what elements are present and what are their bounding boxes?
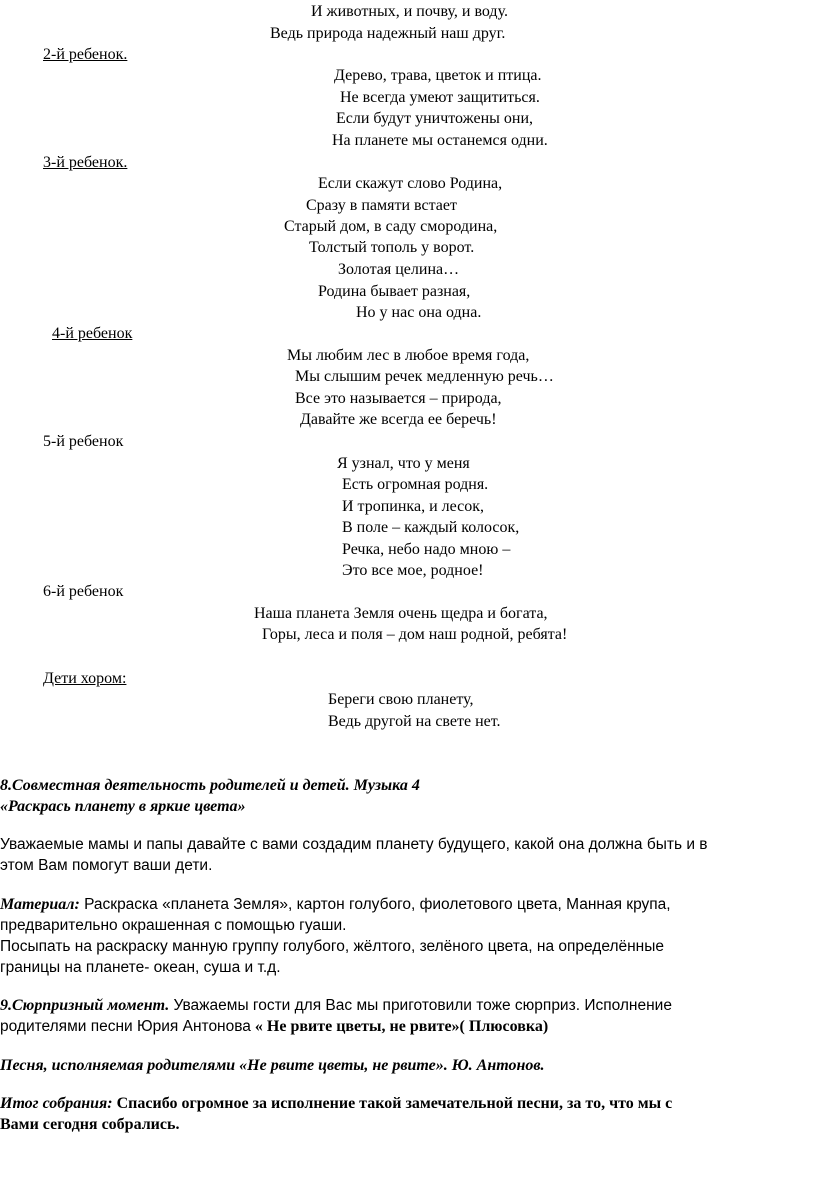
material-label: Материал:	[0, 896, 80, 913]
poem-line: Толстый тополь у ворот.	[309, 239, 475, 256]
poem-line: Горы, леса и поля – дом наш родной, ребята!	[262, 626, 568, 643]
poem-line: Если скажут слово Родина,	[318, 175, 503, 192]
poem-line: Ведь природа надежный наш друг.	[270, 25, 506, 42]
speaker-label-child-6: 6-й ребенок	[43, 583, 124, 600]
poem-line: Мы любим лес в любое время года,	[287, 347, 530, 364]
poem-line: Я узнал, что у меня	[337, 455, 470, 472]
section-9-text: родителями песни Юрия Антонова	[0, 1018, 251, 1035]
poem-line: Золотая целина…	[338, 261, 460, 278]
song-title: « Не рвите цветы, не рвите»( Плюсовка)	[250, 1018, 549, 1035]
poem-line: Береги свою планету,	[328, 691, 474, 708]
speaker-label-child-2: 2-й ребенок.	[43, 46, 128, 63]
section-9-text: Уважаемы гости для Вас мы приготовили тоже сюрприз. Исполнение	[169, 997, 672, 1014]
poem-line: В поле – каждый колосок,	[342, 519, 520, 536]
poem-line: Если будут уничтожены они,	[336, 110, 534, 127]
section-9-label: 9.Сюрпризный момент.	[0, 997, 170, 1014]
material-line	[0, 897, 671, 913]
poem-line: Наша планета Земля очень щедра и богата,	[254, 605, 548, 622]
material-line: предварительно окрашенная с помощью гуаши.	[0, 917, 347, 934]
poem-line: Мы слышим речек медленную речь…	[295, 368, 554, 385]
poem-line: Давайте же всегда ее беречь!	[300, 411, 497, 428]
poem-line: Дерево, трава, цветок и птица.	[334, 67, 542, 84]
summary-line	[0, 1096, 672, 1112]
speaker-label-child-4: 4-й ребенок	[52, 325, 133, 342]
material-text: Раскраска «планета Земля», картон голубого, фиолетового цвета, Манная крупа,	[79, 896, 671, 913]
poem-line: Но у нас она одна.	[356, 304, 482, 321]
poem-line: Не всегда умеют защититься.	[340, 89, 540, 106]
poem-line: И животных, и почву, и воду.	[311, 3, 508, 20]
section-8-subheading: «Раскрась планету в яркие цвета»	[0, 798, 246, 815]
summary-label: Итог собрания:	[0, 1095, 113, 1112]
poem-line: Старый дом, в саду смородина,	[284, 218, 498, 235]
summary-line: Вами сегодня собрались.	[0, 1116, 180, 1133]
poem-line: Речка, небо надо мною –	[342, 541, 511, 558]
section-9-line	[0, 1019, 548, 1035]
section-8-paragraph: Уважаемые мамы и папы давайте с вами создадим планету будущего, какой она должна быть и в	[0, 836, 708, 853]
poem-line: Родина бывает разная,	[318, 283, 471, 300]
section-8-heading: 8.Совместная деятельность родителей и детей. Музыка 4	[0, 777, 420, 794]
section-9-line	[0, 998, 672, 1014]
speaker-label-child-5: 5-й ребенок	[43, 433, 124, 450]
poem-line: Все это называется – природа,	[295, 390, 502, 407]
poem-line: Ведь другой на свете нет.	[328, 713, 501, 730]
song-line: Песня, исполняемая родителями «Не рвите цветы, не рвите». Ю. Антонов.	[0, 1057, 545, 1074]
summary-text: Спасибо огромное за исполнение такой замечательной песни, за то, что мы с	[112, 1095, 673, 1112]
speaker-label-child-3: 3-й ребенок.	[43, 154, 128, 171]
speaker-label-chorus: Дети хором:	[43, 670, 127, 687]
section-8-paragraph: этом Вам помогут ваши дети.	[0, 857, 213, 874]
poem-line: Сразу в памяти встает	[306, 197, 457, 214]
material-line: границы на планете- океан, суша и т.д.	[0, 959, 281, 976]
poem-line: Это все мое, родное!	[342, 562, 484, 579]
poem-line: Есть огромная родня.	[342, 476, 489, 493]
poem-line: На планете мы останемся одни.	[332, 132, 548, 149]
poem-line: И тропинка, и лесок,	[342, 498, 484, 515]
material-line: Посыпать на раскраску манную группу голубого, жёлтого, зелёного цвета, на определённые	[0, 938, 664, 955]
